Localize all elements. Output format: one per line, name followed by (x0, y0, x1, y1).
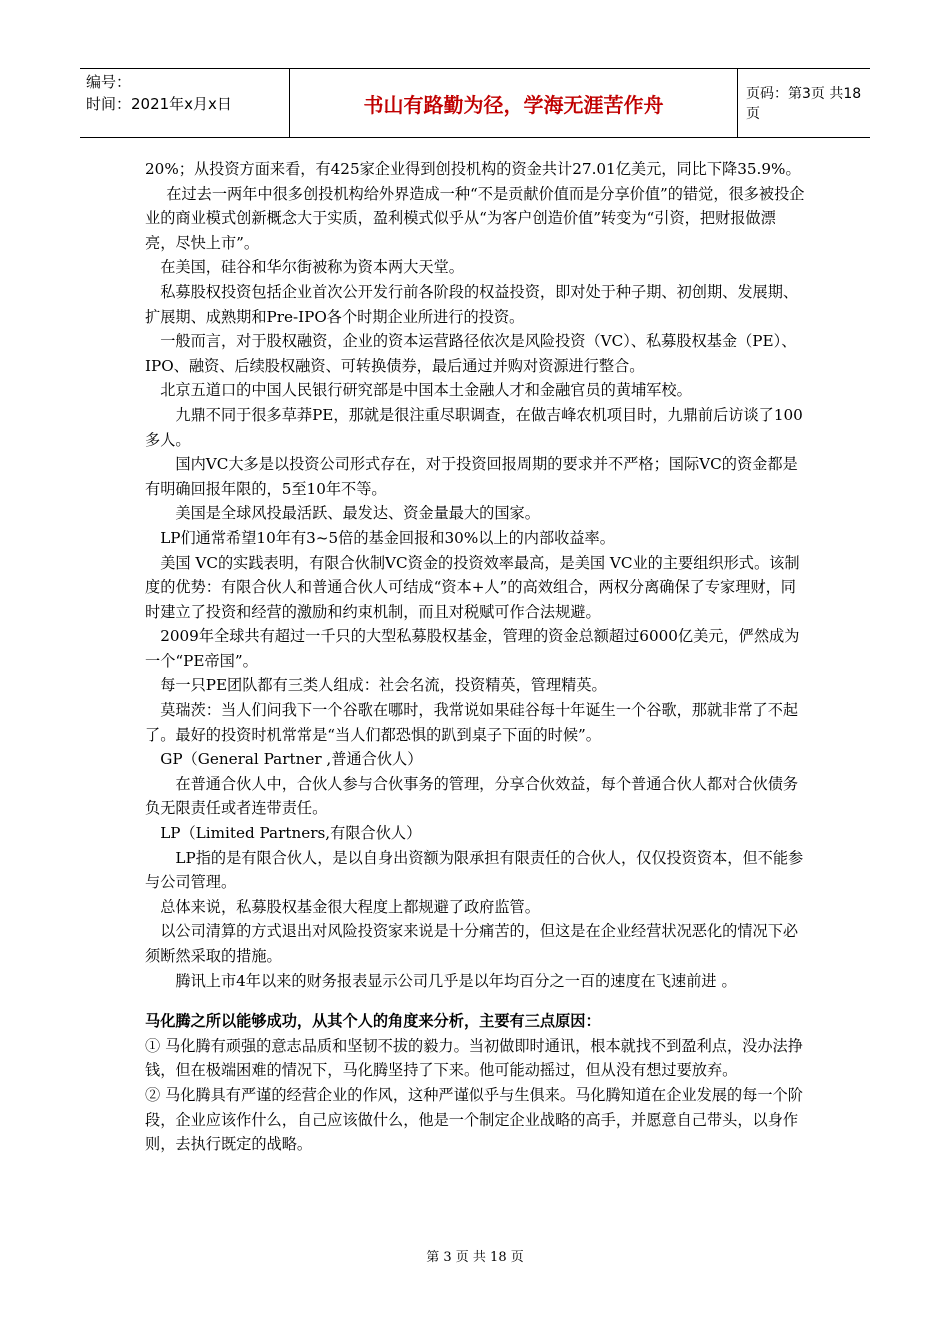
paragraph: 私募股权投资包括企业首次公开发行前各阶段的权益投资，即对处于种子期、初创期、发展期、扩展期、成熟期和Pre-IPO各个时期企业所进行的投资。 (145, 282, 799, 326)
page-footer: 第 3 页 共 18 页 (426, 1250, 524, 1265)
paragraph: 北京五道口的中国人民银行研究部是中国本土金融人才和金融官员的黄埔军校。 (160, 381, 692, 400)
paragraph: 美国是全球风投最活跃、最发达、资金量最大的国家。 (175, 504, 540, 523)
paragraph: LP指的是有限合伙人，是以自身出资额为限承担有限责任的合伙人，仅仅投资资本，但不能参与公司管理。 (145, 848, 804, 892)
paragraph: 九鼎不同于很多草莽PE，那就是很注重尽职调查，在做吉峰农机项目时，九鼎前后访谈了100多人。 (145, 405, 803, 449)
paragraph: 莫瑞茨：当人们问我下一个谷歌在哪时，我常说如果硅谷每十年诞生一个谷歌，那就非常了不起了。最好的投资时机常常是“当人们都恐惧的趴到桌子下面的时候”。 (145, 701, 799, 744)
paragraph: 在美国，硅谷和华尔街被称为资本两大天堂。 (160, 258, 464, 277)
header-meta (80, 69, 290, 137)
document-time-label: 时间：2021年x月x日 (86, 95, 232, 113)
paragraph: LP们通常希望10年有3~5倍的基金回报和30%以上的内部收益率。 (160, 528, 615, 547)
header-motto: 书山有路勤为径，学海无涯苦作舟 (290, 69, 738, 137)
list-item: ① 马化腾有顽强的意志品质和坚韧不拔的毅力。当初做即时通讯，根本就找不到盈利点，没办法挣钱，但在极端困难的情况下，马化腾坚持了下来。他可能动摇过，但从没有想过要放弃。 (145, 1036, 803, 1080)
paragraph: 总体来说，私募股权基金很大程度上都规避了政府监管。 (160, 897, 540, 916)
paragraph-gap (145, 993, 805, 1009)
list-item: ② 马化腾具有严谨的经营企业的作风，这种严谨似乎与生俱来。马化腾知道在企业发展的每一个阶段，企业应该作什么，自己应该做什么，他是一个制定企业战略的高手，并愿意自己带头，以身作则，去执行既定的战略。 (145, 1085, 803, 1154)
paragraph: 美国 VC的实践表明，有限合伙制VC资金的投资效率最高，是美国 VC业的主要组织形式。该制度的优势：有限合伙人和普通合伙人可结成“资本+人”的高效组合，两权分离确保了专家理财，同时建立了投资和经营的激励和约束机制，而且对税赋可作合法规避。 (145, 553, 800, 621)
document-body (145, 157, 805, 1157)
section-heading: 马化腾之所以能够成功，从其个人的角度来分析，主要有三点原因： (145, 1012, 601, 1031)
paragraph: 腾讯上市4年以来的财务报表显示公司几乎是以年均百分之一百的速度在飞速前进 。 (175, 971, 737, 990)
paragraph: 每一只PE团队都有三类人组成：社会名流，投资精英，管理精英。 (160, 676, 607, 695)
header-page-number: 页码：第3页 共18页 (746, 86, 862, 122)
paragraph: 一般而言，对于股权融资，企业的资本运营路径依次是风险投资（VC）、私募股权基金（PE）、IPO、融资、后续股权融资、可转换债券，最后通过并购对资源进行整合。 (145, 332, 797, 375)
paragraph: 在普通合伙人中，合伙人参与合伙事务的管理，分享合伙效益，每个普通合伙人都对合伙债务负无限责任或者连带责任。 (145, 774, 799, 818)
paragraph: 以公司清算的方式退出对风险投资家来说是十分痛苦的，但这是在企业经营状况恶化的情况下必须断然采取的措施。 (145, 922, 799, 965)
paragraph: 20%；从投资方面来看，有425家企业得到创投机构的资金共计27.01亿美元，同比下降35.9%。 (145, 160, 801, 178)
paragraph: LP（Limited Partners,有限合伙人） (160, 824, 422, 843)
document-number-label: 编号： (86, 73, 132, 91)
page-header (80, 68, 870, 138)
paragraph: 在过去一两年中很多创投机构给外界造成一种“不是贡献价值而是分享价值”的错觉，很多被投企业的商业模式创新概念大于实质，盈利模式似乎从“为客户创造价值”转变为“引资，把财报做漂亮，尽快上市”。 (145, 184, 805, 252)
paragraph: GP（General Partner ,普通合伙人） (160, 750, 423, 769)
paragraph: 2009年全球共有超过一千只的大型私募股权基金，管理的资金总额超过6000亿美元，俨然成为一个“PE帝国”。 (145, 627, 800, 670)
paragraph: 国内VC大多是以投资公司形式存在，对于投资回报周期的要求并不严格；国际VC的资金都是有明确回报年限的，5至10年不等。 (145, 455, 798, 498)
